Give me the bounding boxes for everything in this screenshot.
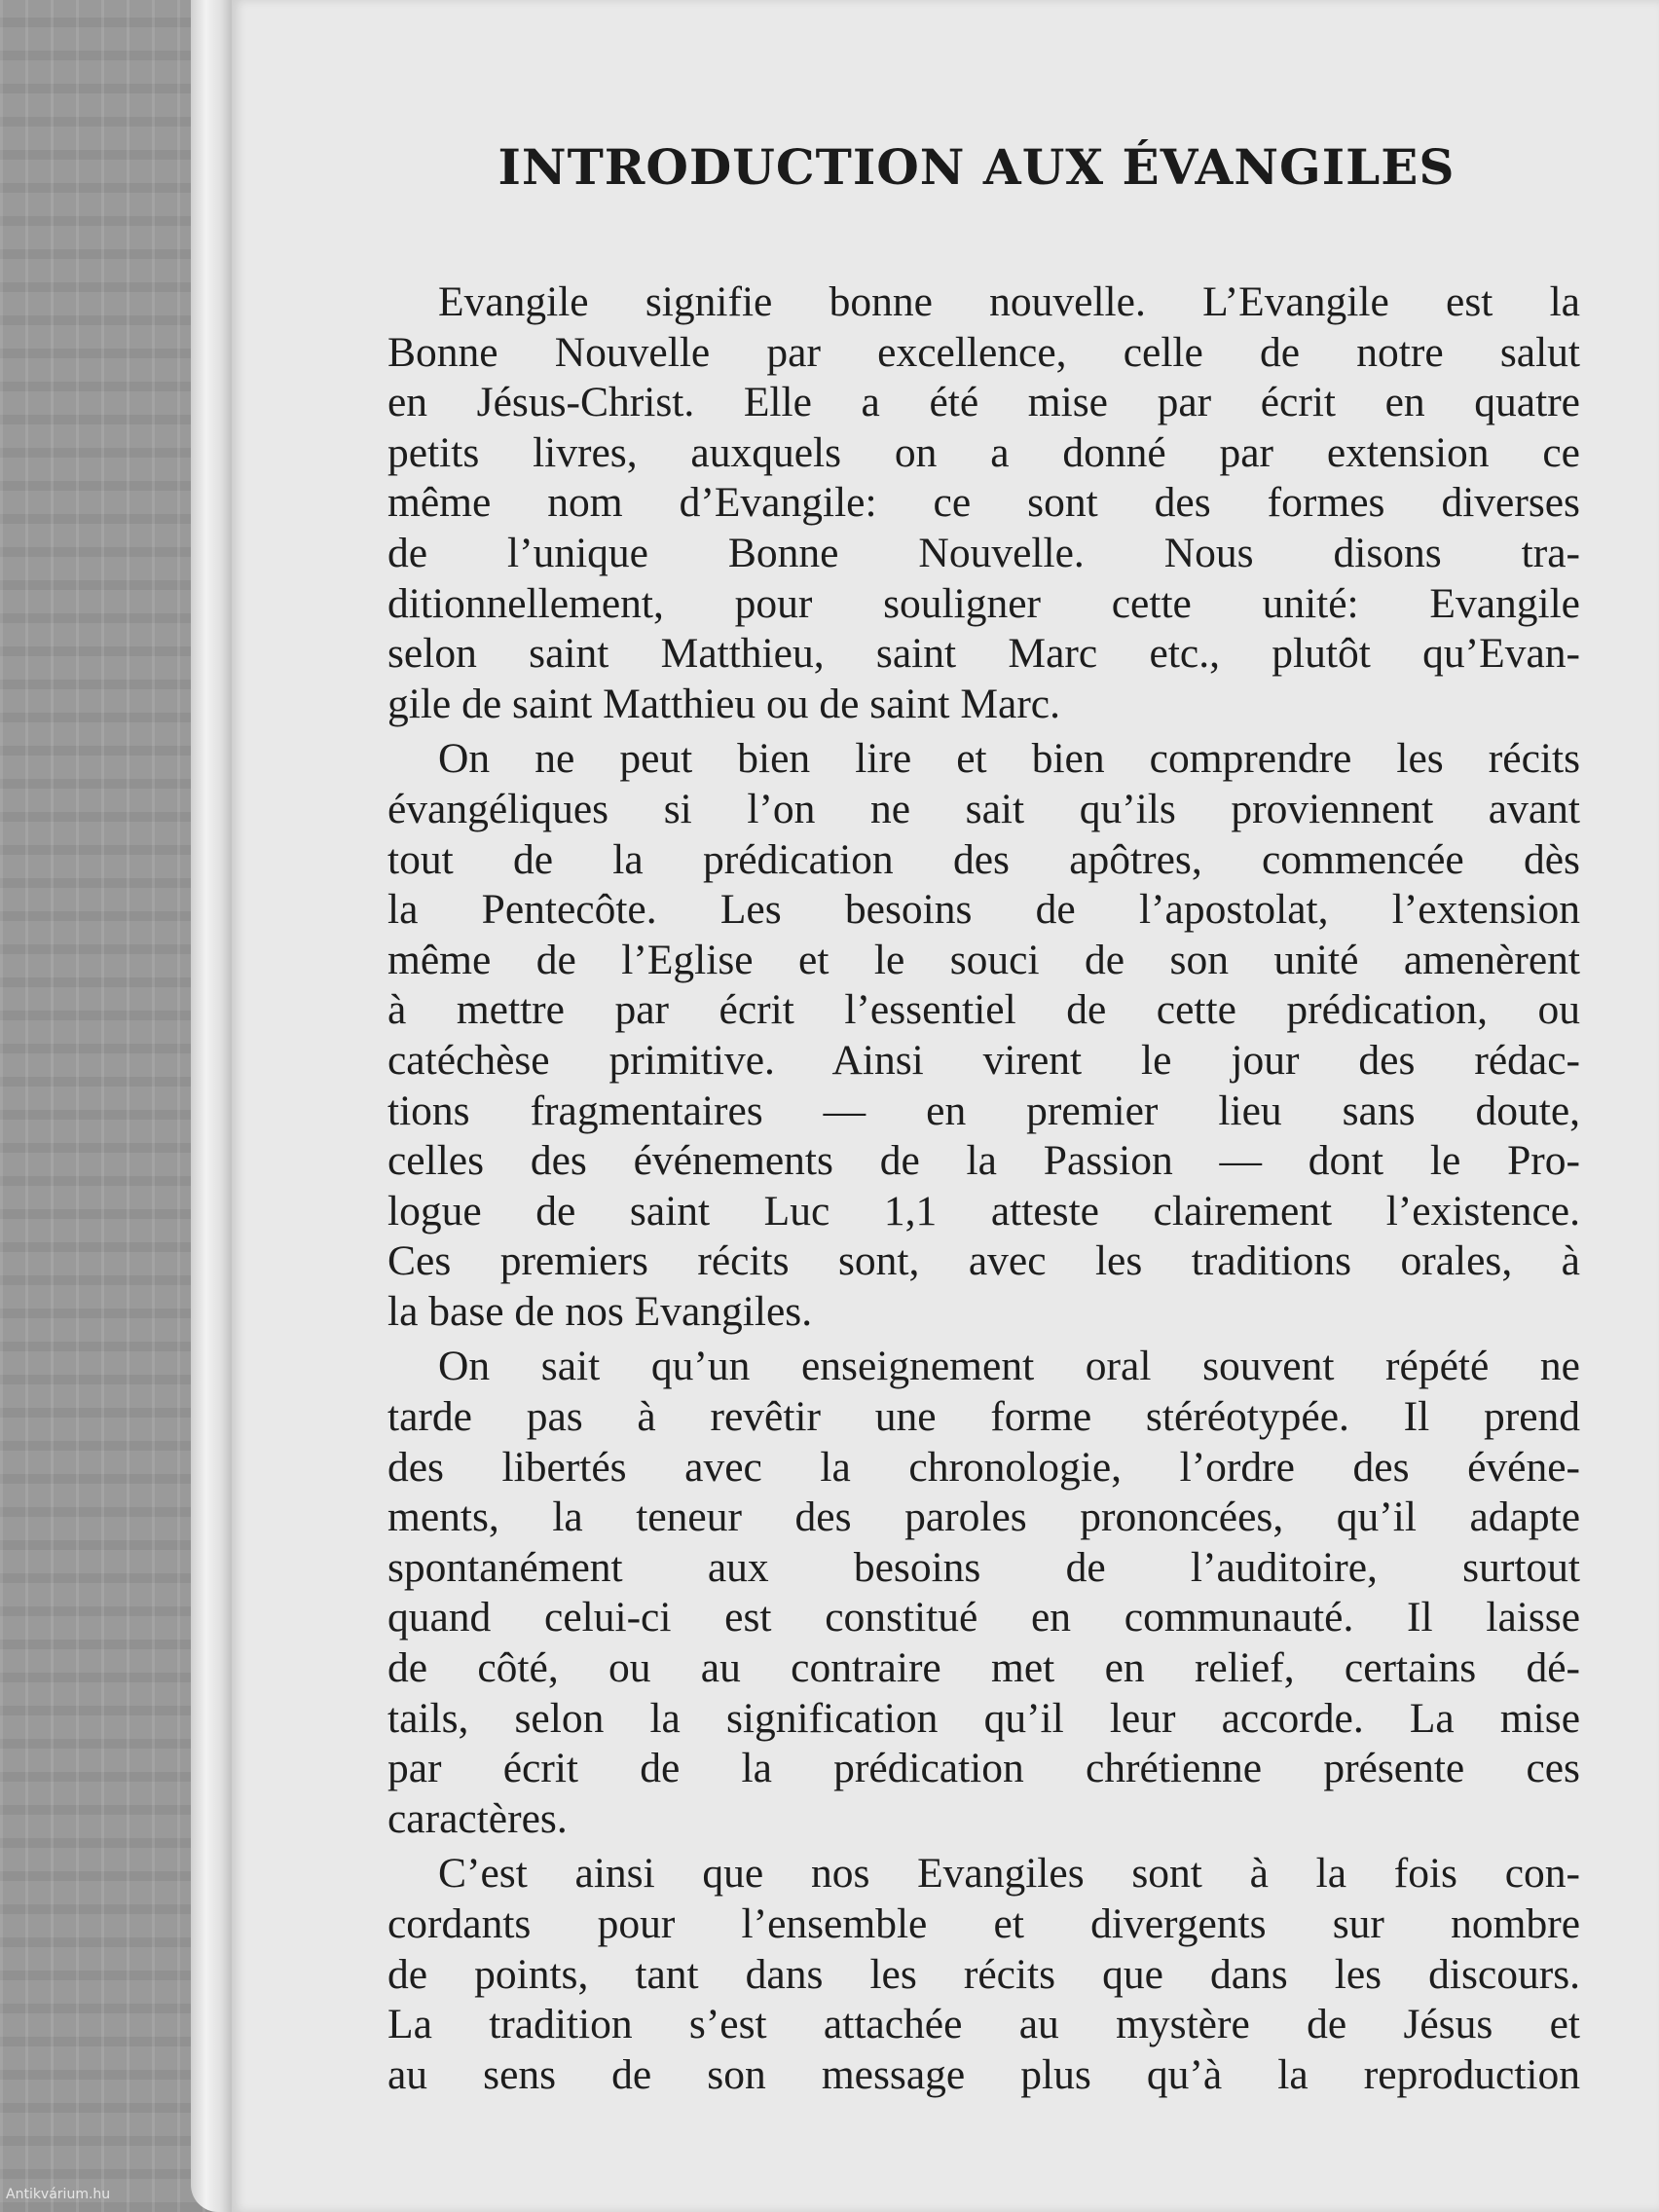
text-line: en Jésus-Christ. Elle a été mise par écrit en quatre	[387, 379, 1580, 426]
watermark: Antikvárium.hu	[6, 2187, 111, 2202]
text-line: ditionnellement, pour souligner cette unité: Evangile	[387, 579, 1580, 627]
text-line: ments, la teneur des paroles prononcées, qu’il adapte	[387, 1493, 1580, 1541]
text-line: au sens de son message plus qu’à la reproduction	[387, 2050, 1580, 2098]
text-line: tails, selon la signification qu’il leur accorde. La mise	[387, 1694, 1580, 1742]
text-line: la Pentecôte. Les besoins de l’apostolat, l’extension	[387, 886, 1580, 934]
book-page	[232, 0, 1659, 2212]
text-line: Bonne Nouvelle par excellence, celle de notre salut	[387, 328, 1580, 376]
paragraph	[387, 1849, 1580, 2100]
book-edge	[191, 0, 234, 2212]
text-line: tout de la prédication des apôtres, commencée dès	[387, 835, 1580, 883]
text-line: caractères.	[387, 1794, 568, 1842]
text-line: même de l’Eglise et le souci de son unité amenèrent	[387, 936, 1580, 983]
text-line: gile de saint Matthieu ou de saint Marc.	[387, 680, 1060, 727]
paragraph	[387, 277, 1580, 729]
text-line: celles des événements de la Passion — dont le Pro-	[387, 1137, 1580, 1185]
text-line: Ces premiers récits sont, avec les traditions orales, à	[387, 1237, 1580, 1285]
text-line: On ne peut bien lire et bien comprendre les récits	[438, 735, 1580, 783]
text-line: C’est ainsi que nos Evangiles sont à la fois con-	[438, 1850, 1580, 1898]
text-line: spontanément aux besoins de l’auditoire, surtout	[387, 1543, 1580, 1591]
text-line: tions fragmentaires — en premier lieu sans doute,	[387, 1087, 1580, 1134]
text-line: la base de nos Evangiles.	[387, 1287, 813, 1335]
body-text	[387, 277, 1580, 2100]
text-line: tarde pas à revêtir une forme stéréotypée. Il prend	[387, 1393, 1580, 1441]
text-line: cordants pour l’ensemble et divergents sur nombre	[387, 1900, 1580, 1947]
text-line: des libertés avec la chronologie, l’ordre des événe-	[387, 1443, 1580, 1491]
text-line: par écrit de la prédication chrétienne présente ces	[387, 1745, 1580, 1792]
text-line: de points, tant dans les récits que dans les discours.	[387, 1950, 1580, 1998]
page-title: INTRODUCTION AUX ÉVANGILES	[498, 138, 1456, 196]
text-line: de côté, ou au contraire met en relief, certains dé-	[387, 1644, 1580, 1692]
text-line: de l’unique Bonne Nouvelle. Nous disons tra-	[387, 529, 1580, 576]
text-line: quand celui-ci est constitué en communauté. Il laisse	[387, 1594, 1580, 1641]
text-line: On sait qu’un enseignement oral souvent répété ne	[438, 1343, 1580, 1390]
paragraph	[387, 734, 1580, 1337]
text-line: La tradition s’est attachée au mystère de Jésus et	[387, 2001, 1580, 2048]
text-line: à mettre par écrit l’essentiel de cette prédication, ou	[387, 986, 1580, 1034]
text-line: logue de saint Luc 1,1 atteste clairement l’existence.	[387, 1187, 1580, 1235]
text-line: catéchèse primitive. Ainsi virent le jour des rédac-	[387, 1036, 1580, 1084]
paragraph	[387, 1342, 1580, 1844]
text-line: Evangile signifie bonne nouvelle. L’Evangile est la	[438, 278, 1580, 325]
text-line: même nom d’Evangile: ce sont des formes diverses	[387, 479, 1580, 527]
text-line: évangéliques si l’on ne sait qu’ils proviennent avant	[387, 785, 1580, 832]
text-line: petits livres, auxquels on a donné par extension ce	[387, 428, 1580, 476]
text-line: selon saint Matthieu, saint Marc etc., plutôt qu’Evan-	[387, 630, 1580, 678]
